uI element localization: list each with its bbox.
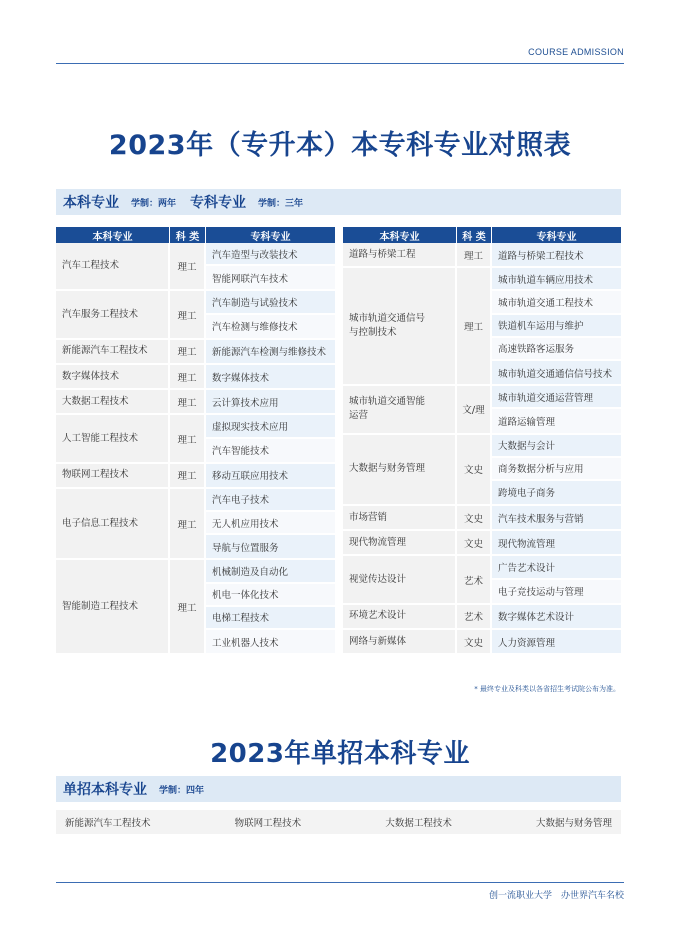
table-row: [56, 340, 335, 365]
college-major-item: 人力资源管理: [492, 630, 621, 653]
college-majors-cell: [492, 506, 621, 529]
college-duration: 学制：三年: [258, 198, 304, 209]
bachelor-major-cell: 智能制造工程技术: [56, 560, 170, 653]
college-majors-cell: [206, 464, 335, 487]
college-major-item: 道路运输管理: [492, 409, 621, 432]
bachelor-major-cell: 道路与桥梁工程: [343, 243, 457, 266]
college-major-heading: 专科专业: [190, 195, 247, 211]
bachelor-major-cell: 网络与新媒体: [343, 630, 457, 653]
category-cell: 文/理: [457, 386, 492, 432]
college-major-item: 商务数据分析与应用: [492, 458, 621, 481]
footer-slogan: 创一流职业大学 办世界汽车名校: [488, 891, 624, 901]
college-major-item: 城市轨道交通工程技术: [492, 291, 621, 314]
bachelor-major-cell: 环境艺术设计: [343, 605, 457, 628]
header-bachelor-major: 本科专业: [56, 227, 170, 243]
bachelor-major-cell: 城市轨道交通智能运营: [343, 386, 457, 432]
table-header: [343, 227, 621, 243]
bottom-divider: [56, 882, 624, 883]
single-admission-heading: 单招本科专业: [63, 782, 147, 798]
college-major-item: 机械制造及自动化: [206, 560, 335, 583]
table-row: [343, 556, 621, 604]
college-major-item: 汽车检测与维修技术: [206, 315, 335, 338]
category-cell: 理工: [170, 390, 206, 413]
college-major-item: 铁道机车运用与维护: [492, 315, 621, 338]
right-comparison-table: [343, 227, 621, 655]
table-row: [56, 243, 335, 291]
college-majors-cell: [206, 560, 335, 653]
college-major-item: 汽车电子技术: [206, 489, 335, 512]
college-major-item: 跨境电子商务: [492, 481, 621, 504]
category-cell: 理工: [170, 243, 206, 289]
college-majors-cell: [206, 243, 335, 289]
single-admission-duration: 学制：四年: [159, 785, 205, 796]
college-major-item: 汽车智能技术: [206, 439, 335, 462]
college-majors-cell: [206, 415, 335, 461]
category-cell: 文史: [457, 531, 492, 554]
left-comparison-table: [56, 227, 335, 655]
table-row: [343, 630, 621, 655]
college-major-item: 道路与桥梁工程技术: [492, 243, 621, 266]
table-row: [343, 386, 621, 434]
category-cell: 理工: [170, 291, 206, 337]
bachelor-major-cell: 视觉传达设计: [343, 556, 457, 602]
table-body: [343, 243, 621, 655]
header-college-major: 专科专业: [250, 231, 291, 243]
course-admission-label: COURSE ADMISSION: [528, 47, 624, 57]
footnote: * 最终专业及科类以各省招生考试院公布为准。: [474, 685, 620, 693]
bachelor-major-cell: 人工智能工程技术: [56, 415, 170, 461]
bachelor-duration: 学制：两年: [131, 198, 177, 209]
category-cell: 理工: [170, 365, 206, 388]
single-admission-majors: [56, 810, 621, 834]
college-majors-cell: [206, 365, 335, 388]
header-category: 科 类: [170, 227, 206, 243]
category-cell: 文史: [457, 435, 492, 505]
college-major-item: 城市轨道交通通信信号技术: [492, 361, 621, 384]
college-major-item: 汽车技术服务与营销: [492, 506, 621, 529]
category-cell: 理工: [170, 340, 206, 363]
single-major-item: 大数据与财务管理: [535, 818, 612, 829]
header-bachelor-major: 本科专业: [343, 227, 457, 243]
page-title: 2023年（专升本）本专科专业对照表: [108, 130, 572, 161]
table-row: [343, 605, 621, 630]
bachelor-major-cell: 物联网工程技术: [56, 464, 170, 487]
single-major-item: 大数据工程技术: [385, 818, 452, 829]
college-major-item: 虚拟现实技术应用: [206, 415, 335, 438]
college-major-item: 城市轨道车辆应用技术: [492, 268, 621, 291]
college-major-item: 汽车造型与改装技术: [206, 243, 335, 266]
category-cell: 文史: [457, 506, 492, 529]
college-major-item: 电梯工程技术: [206, 607, 335, 630]
category-cell: 理工: [457, 243, 492, 266]
college-majors-cell: [492, 268, 621, 384]
category-cell: 理工: [170, 560, 206, 653]
bachelor-major-cell: 汽车服务工程技术: [56, 291, 170, 337]
college-major-item: 数字媒体技术: [206, 365, 335, 388]
bachelor-major-cell: 数字媒体技术: [56, 365, 170, 388]
top-divider: [56, 63, 624, 64]
college-major-item: 云计算技术应用: [206, 390, 335, 413]
college-majors-cell: [206, 390, 335, 413]
category-cell: 文史: [457, 630, 492, 653]
college-majors-cell: [492, 243, 621, 266]
college-majors-cell: [206, 340, 335, 363]
category-cell: 理工: [170, 415, 206, 461]
table-row: [343, 531, 621, 556]
college-major-item: 新能源汽车检测与维修技术: [206, 340, 335, 363]
header-college-major: 专科专业: [536, 231, 577, 243]
college-major-item: 移动互联应用技术: [206, 464, 335, 487]
category-cell: 理工: [457, 268, 492, 384]
college-majors-cell: [492, 556, 621, 602]
table-row: [343, 506, 621, 531]
college-majors-cell: [492, 630, 621, 653]
table-row: [343, 243, 621, 268]
college-majors-cell: [206, 291, 335, 337]
table-row: [56, 291, 335, 339]
college-majors-cell: [492, 531, 621, 554]
college-major-item: 汽车制造与试验技术: [206, 291, 335, 314]
table-body: [56, 243, 335, 655]
bachelor-major-cell: 汽车工程技术: [56, 243, 170, 289]
table-row: [56, 365, 335, 390]
bachelor-major-cell: 城市轨道交通信号与控制技术: [343, 268, 457, 384]
table-header: [56, 227, 335, 243]
bachelor-major-cell: 新能源汽车工程技术: [56, 340, 170, 363]
college-major-item: 高速铁路客运服务: [492, 338, 621, 361]
bachelor-major-cell: 电子信息工程技术: [56, 489, 170, 559]
college-major-item: 智能网联汽车技术: [206, 266, 335, 289]
section-bar-majors: [56, 189, 621, 215]
header-category: 科 类: [457, 227, 492, 243]
college-majors-cell: [492, 605, 621, 628]
table-row: [56, 489, 335, 561]
college-major-item: 机电一体化技术: [206, 584, 335, 607]
table-row: [56, 390, 335, 415]
college-majors-cell: [206, 489, 335, 559]
college-major-item: 导航与位置服务: [206, 535, 335, 558]
single-major-item: 新能源汽车工程技术: [65, 818, 151, 829]
single-major-item: 物联网工程技术: [234, 818, 302, 829]
table-row: [343, 435, 621, 507]
section-bar-single-admission: [56, 776, 621, 802]
college-major-item: 电子竞技运动与管理: [492, 580, 621, 603]
college-major-item: 无人机应用技术: [206, 512, 335, 535]
table-row: [56, 560, 335, 655]
college-major-item: 数字媒体艺术设计: [492, 605, 621, 628]
college-major-item: 工业机器人技术: [206, 630, 335, 653]
category-cell: 理工: [170, 489, 206, 559]
table-row: [56, 415, 335, 463]
bachelor-major-cell: 大数据与财务管理: [343, 435, 457, 505]
college-majors-cell: [492, 386, 621, 432]
category-cell: 理工: [170, 464, 206, 487]
bachelor-major-cell: 市场营销: [343, 506, 457, 529]
college-major-item: 现代物流管理: [492, 531, 621, 554]
category-cell: 艺术: [457, 605, 492, 628]
bachelor-major-cell: 大数据工程技术: [56, 390, 170, 413]
bachelor-major-heading: 本科专业: [63, 195, 119, 211]
college-major-item: 城市轨道交通运营管理: [492, 386, 621, 409]
college-major-item: 广告艺术设计: [492, 556, 621, 579]
section-title-single-admission: 2023年单招本科专业: [210, 739, 470, 769]
table-row: [343, 268, 621, 386]
college-majors-cell: [492, 435, 621, 505]
table-row: [56, 464, 335, 489]
bachelor-major-cell: 现代物流管理: [343, 531, 457, 554]
category-cell: 艺术: [457, 556, 492, 602]
college-major-item: 大数据与会计: [492, 435, 621, 458]
